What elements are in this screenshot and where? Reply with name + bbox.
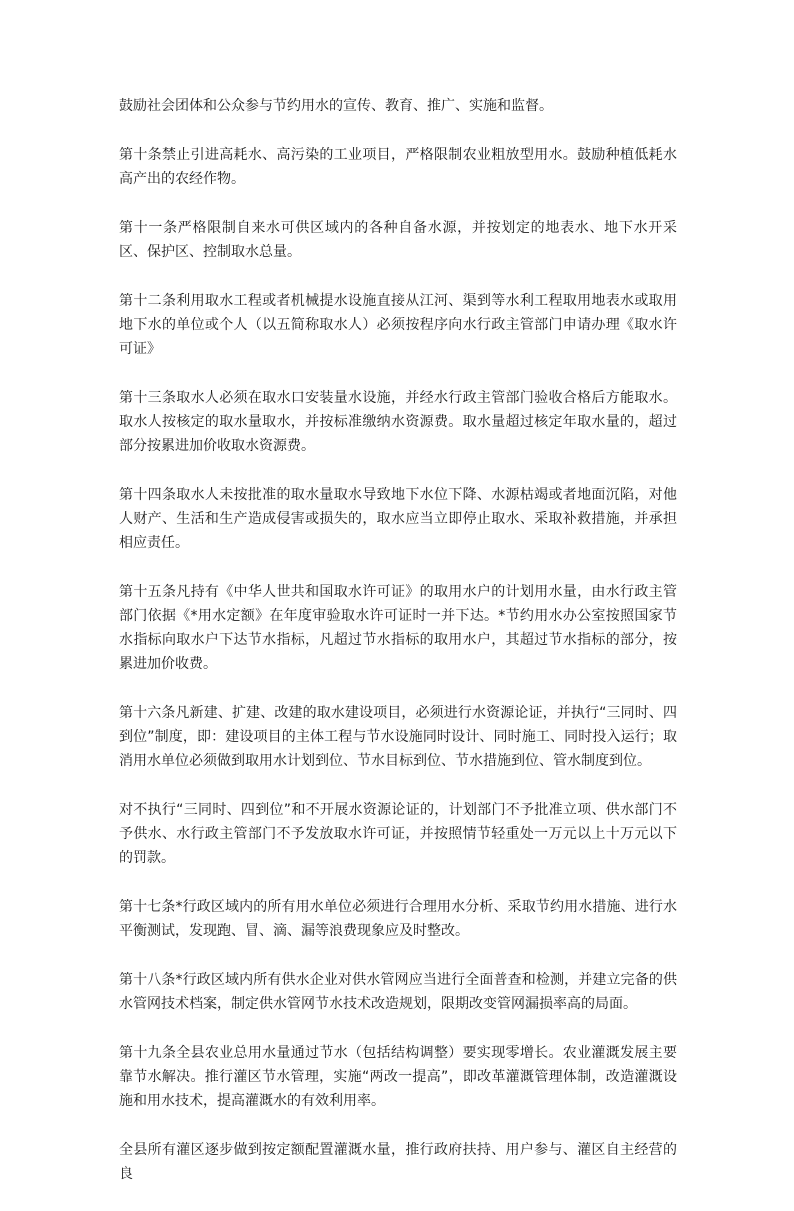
paragraph-article-14: 第十四条取水人未按批准的取水量取水导致地下水位下降、水源枯竭或者地面沉陷，对他人财产、生活和生产造成侵害或损失的，取水应当立即停止取水、采取补救措施，并承担相应责任。 xyxy=(119,487,677,551)
paragraph-article-16: 第十六条凡新建、扩建、改建的取水建设项目，必须进行水资源论证，并执行“三同时、四到位”制度，即：建设项目的主体工程与节水设施同时设计、同时施工、同时投入运行；取消用水单位必须做到取用水计划到位、节水目标到位、节水措施到位、管水制度到位。 xyxy=(119,705,677,769)
paragraph-article-17: 第十七条*行政区域内的所有用水单位必须进行合理用水分析、采取节约用水措施、进行水平衡测试，发现跑、冒、滴、漏等浪费现象应及时整改。 xyxy=(119,899,677,939)
paragraph-article-16-penalty: 对不执行“三同时、四到位”和不开展水资源论证的，计划部门不予批准立项、供水部门不予供水、水行政主管部门不予发放取水许可证，并按照情节轻重处一万元以上十万元以下的罚款。 xyxy=(119,802,677,866)
paragraph-article-19: 第十九条全县农业总用水量通过节水（包括结构调整）要实现零增长。农业灌溉发展主要靠节水解决。推行灌区节水管理，实施“两改一提高”，即改革灌溉管理体制，改造灌溉设施和用水技术，提高灌溉水的有效利用率。 xyxy=(119,1045,677,1109)
document-body xyxy=(119,94,677,1211)
paragraph-article-18: 第十八条*行政区域内所有供水企业对供水管网应当进行全面普查和检测，并建立完备的供水管网技术档案，制定供水管网节水技术改造规划，限期改变管网漏损率高的局面。 xyxy=(119,972,677,1012)
paragraph-article-15: 第十五条凡持有《中华人世共和国取水许可证》的取用水户的计划用水量，由水行政主管部门依据《*用水定额》在年度审验取水许可证时一并下达。*节约用水办公室按照国家节水指标向取水户下达节水指标，凡超过节水指标的取用水户，其超过节水指标的部分，按累进加价收费。 xyxy=(119,584,677,672)
paragraph-encourage-participation: 鼓励社会团体和公众参与节约用水的宣传、教育、推广、实施和监督。 xyxy=(119,98,553,114)
paragraph-article-11: 第十一条严格限制自来水可供区域内的各种自备水源，并按划定的地表水、地下水开采区、保护区、控制取水总量。 xyxy=(119,220,677,260)
paragraph-article-13: 第十三条取水人必须在取水口安装量水设施，并经水行政主管部门验收合格后方能取水。取水人按核定的取水量取水，并按标准缴纳水资源费。取水量超过核定年取水量的，超过部分按累进加价收取水资源费。 xyxy=(119,390,677,454)
paragraph-article-12: 第十二条利用取水工程或者机械提水设施直接从江河、渠到等水利工程取用地表水或取用地下水的单位或个人（以五简称取水人）必须按程序向水行政主管部门申请办理《取水许可证》 xyxy=(119,293,677,357)
paragraph-article-10: 第十条禁止引进高耗水、高污染的工业项目，严格限制农业粗放型用水。鼓励种植低耗水高产出的农经作物。 xyxy=(119,147,677,187)
paragraph-irrigation-quota: 全县所有灌区逐步做到按定额配置灌溉水量，推行政府扶持、用户参与、灌区自主经营的良 xyxy=(119,1142,677,1182)
